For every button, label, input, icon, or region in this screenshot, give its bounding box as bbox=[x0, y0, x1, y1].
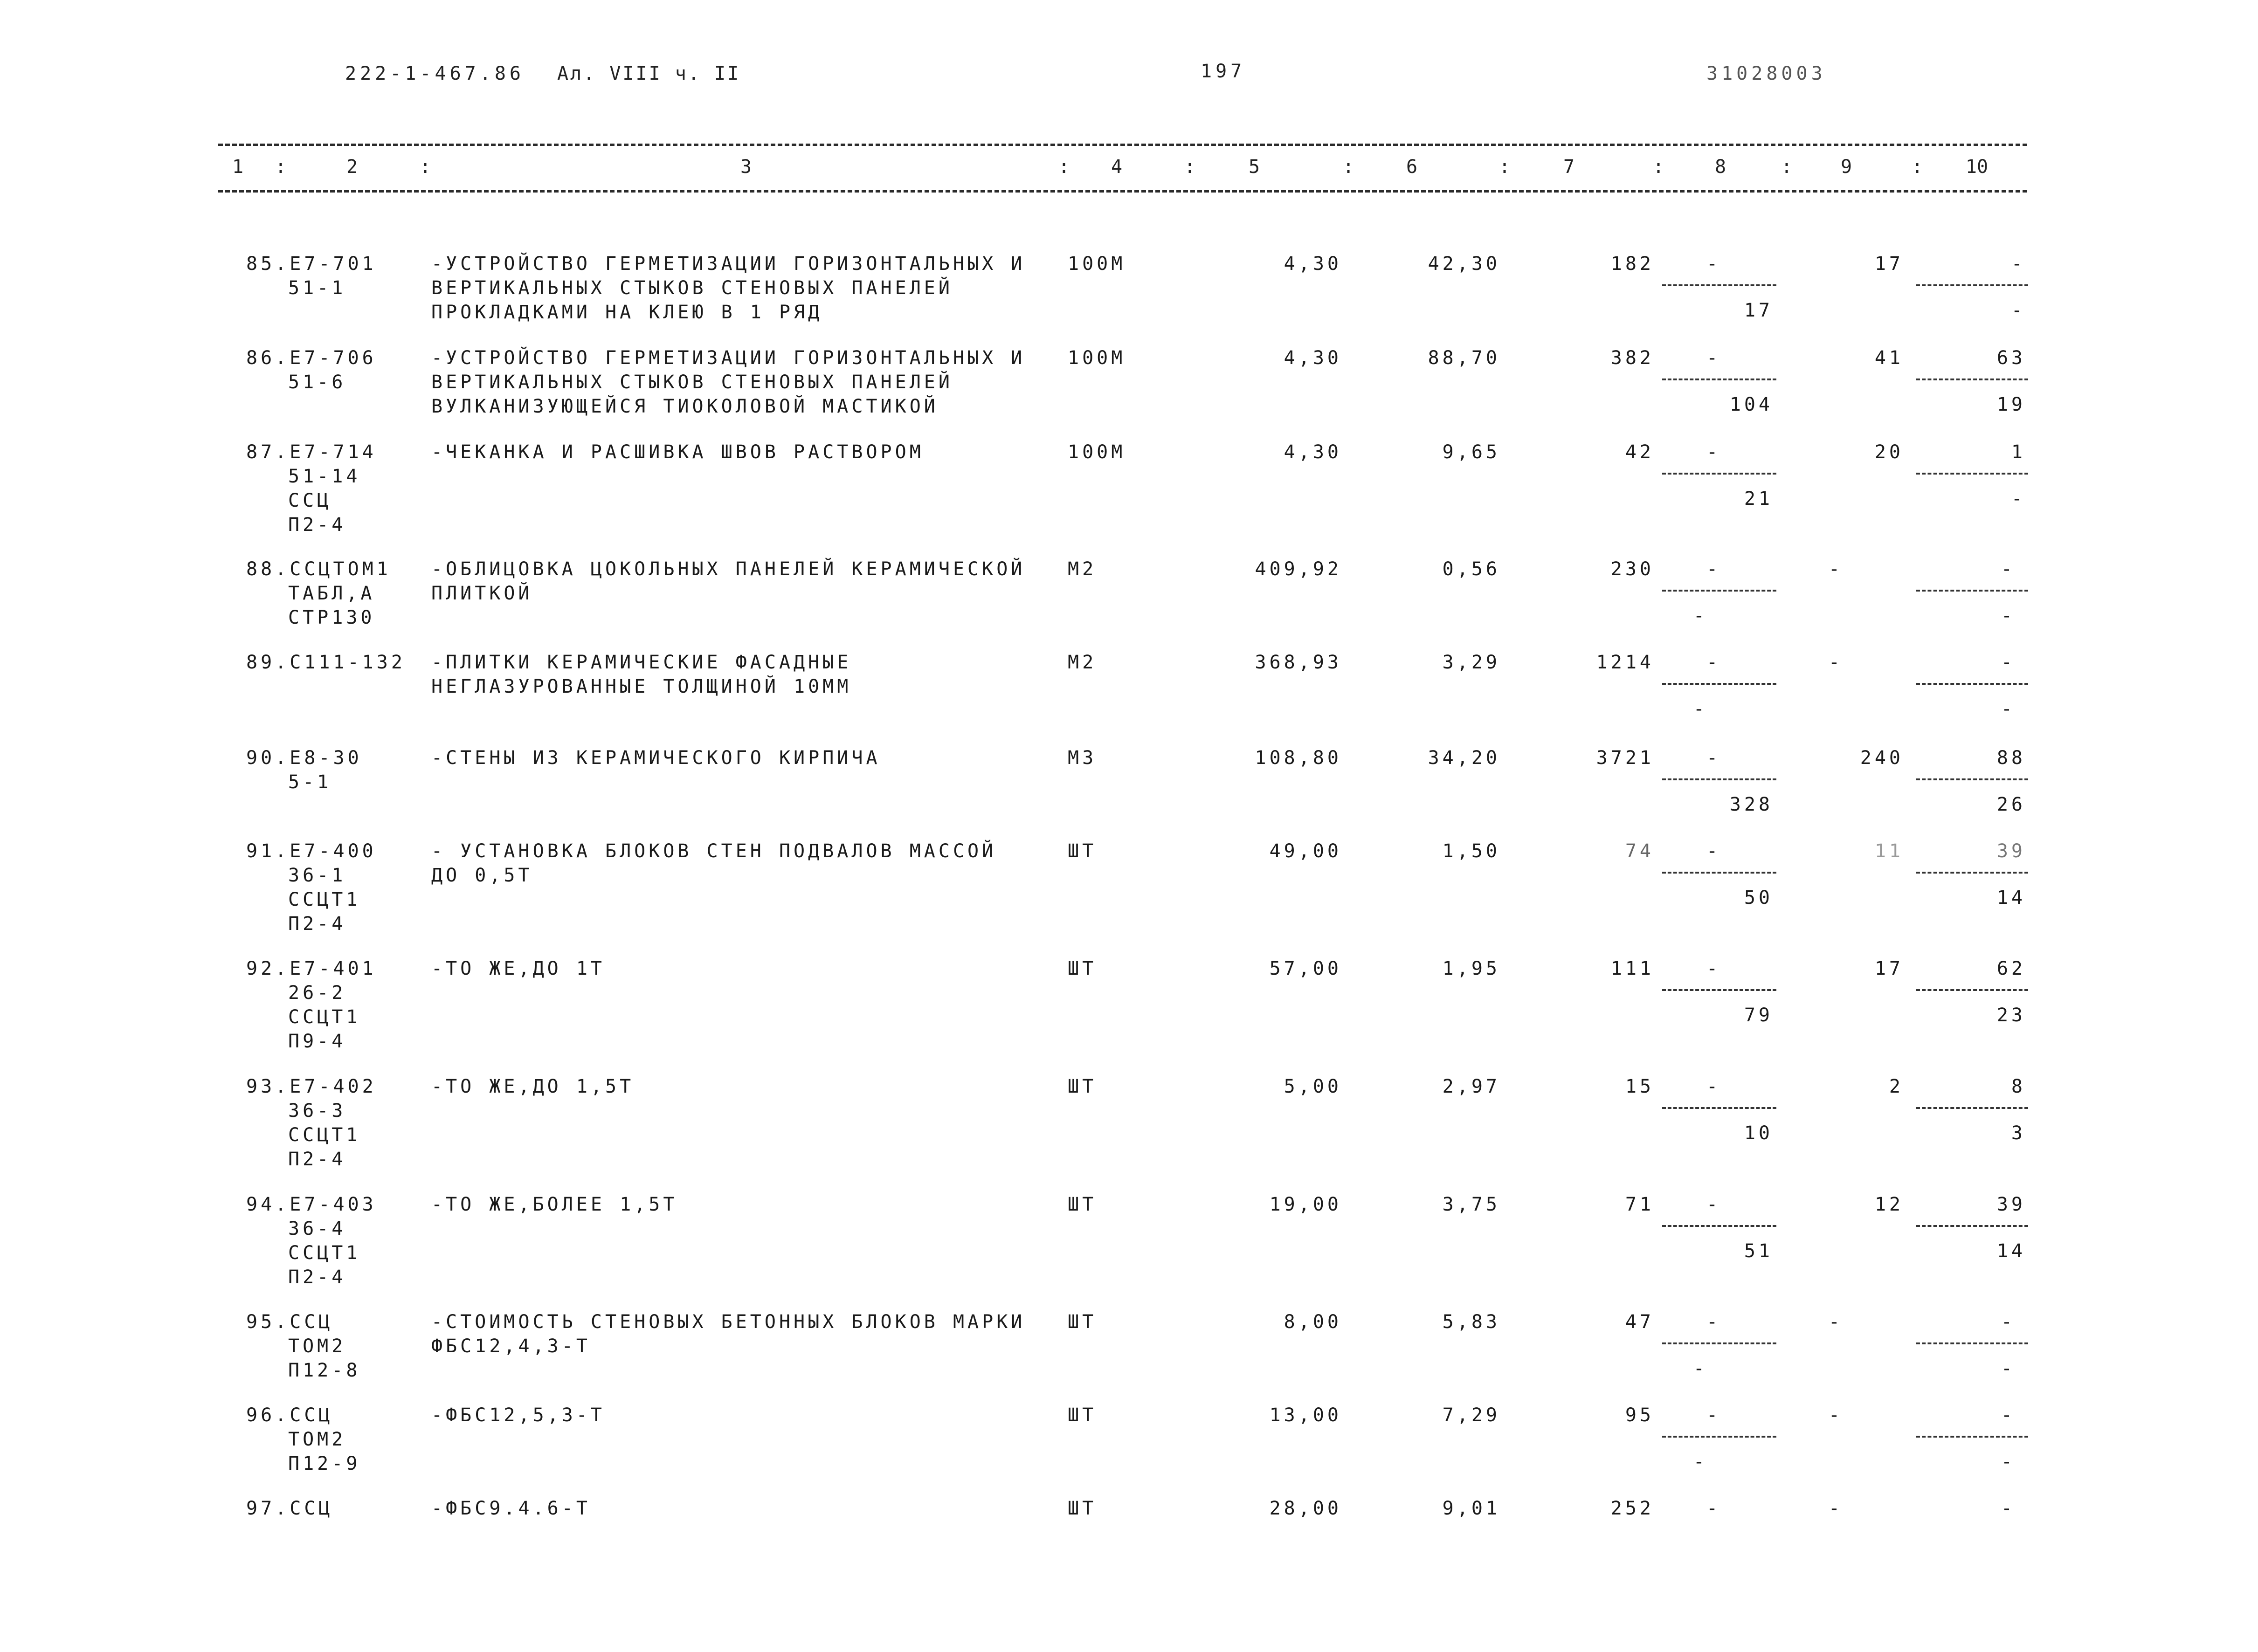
row-col8-bottom: - bbox=[1693, 1451, 1708, 1473]
fraction-rule bbox=[1916, 1225, 2028, 1227]
row-quantity: 4,30 bbox=[1284, 347, 1342, 369]
col-separator: : bbox=[1653, 156, 1664, 178]
row-unit-price: 88,70 bbox=[1428, 347, 1500, 369]
col-separator: : bbox=[1184, 156, 1196, 178]
row-total: 71 bbox=[1625, 1194, 1654, 1215]
row-col8-bottom: 17 bbox=[1744, 300, 1773, 321]
row-unit: ШТ bbox=[1068, 840, 1097, 862]
row-code: 86.Е7-706 51-6 bbox=[246, 347, 377, 393]
fraction-rule bbox=[1916, 1436, 2028, 1438]
row-col8-top: - bbox=[1706, 441, 1721, 463]
row-col10-bottom: - bbox=[2001, 1451, 2016, 1473]
row-unit-price: 42,30 bbox=[1428, 253, 1500, 275]
row-unit-price: 0,56 bbox=[1442, 558, 1500, 580]
row-col10-bottom: 26 bbox=[1996, 794, 2026, 815]
row-col9: 17 bbox=[1874, 958, 1904, 979]
fraction-rule bbox=[1916, 1342, 2028, 1344]
row-col8-bottom: - bbox=[1693, 1358, 1708, 1379]
row-col10-top: 88 bbox=[1996, 747, 2026, 769]
row-col8-top: - bbox=[1706, 840, 1721, 862]
fraction-rule bbox=[1916, 379, 2028, 380]
row-col10-top: 63 bbox=[1996, 347, 2026, 369]
row-unit-price: 9,01 bbox=[1442, 1498, 1500, 1519]
fraction-rule bbox=[1662, 989, 1776, 991]
row-unit: 100М bbox=[1068, 347, 1126, 369]
col-header: 6 bbox=[1406, 156, 1418, 178]
row-description: -СТОИМОСТЬ СТЕНОВЫХ БЕТОННЫХ БЛОКОВ МАРКИ ФБС12,4,3-Т bbox=[431, 1311, 1026, 1357]
fraction-rule bbox=[1662, 1107, 1776, 1109]
row-col10-top: - bbox=[2001, 1311, 2016, 1333]
row-col10-top: - bbox=[2011, 253, 2026, 275]
row-col9: - bbox=[1828, 1404, 1843, 1426]
row-total: 74 bbox=[1625, 840, 1654, 862]
row-col10-top: 1 bbox=[2011, 441, 2026, 463]
row-col8-bottom: - bbox=[1693, 605, 1708, 626]
row-code: 91.Е7-400 36-1 ССЦТ1 П2-4 bbox=[246, 840, 377, 935]
row-description: -ФБС9.4.6-Т bbox=[431, 1498, 591, 1519]
row-total: 182 bbox=[1610, 253, 1654, 275]
fraction-rule bbox=[1662, 1225, 1776, 1227]
row-col10-bottom: 19 bbox=[1996, 394, 2026, 415]
col-header: 8 bbox=[1714, 156, 1726, 178]
row-description: -ПЛИТКИ КЕРАМИЧЕСКИЕ ФАСАДНЫЕ НЕГЛАЗУРОВАННЫЕ ТОЛЩИНОЙ 10ММ bbox=[431, 652, 852, 697]
row-col8-bottom: 50 bbox=[1744, 887, 1773, 909]
col-header: 5 bbox=[1248, 156, 1260, 178]
col-separator: : bbox=[1499, 156, 1511, 178]
row-col9: - bbox=[1828, 652, 1843, 673]
row-col10-bottom: - bbox=[2011, 300, 2026, 321]
row-unit-price: 34,20 bbox=[1428, 747, 1500, 769]
row-col8-top: - bbox=[1706, 1076, 1721, 1097]
row-unit: ШТ bbox=[1068, 1194, 1097, 1215]
row-unit: 100М bbox=[1068, 253, 1126, 275]
row-unit: ШТ bbox=[1068, 1404, 1097, 1426]
row-code: 94.Е7-403 36-4 ССЦТ1 П2-4 bbox=[246, 1194, 377, 1288]
fraction-rule bbox=[1662, 1436, 1776, 1438]
row-col8-top: - bbox=[1706, 558, 1721, 580]
fraction-rule bbox=[1662, 778, 1776, 780]
row-col9: 240 bbox=[1860, 747, 1904, 769]
row-col10-bottom: - bbox=[2001, 698, 2016, 720]
doc-id: 31028003 bbox=[1706, 63, 1826, 84]
row-col10-top: 39 bbox=[1996, 1194, 2026, 1215]
row-description: -ОБЛИЦОВКА ЦОКОЛЬНЫХ ПАНЕЛЕЙ КЕРАМИЧЕСКОЙ ПЛИТКОЙ bbox=[431, 558, 1026, 604]
row-col8-top: - bbox=[1706, 747, 1721, 769]
fraction-rule bbox=[1662, 590, 1776, 592]
row-quantity: 409,92 bbox=[1255, 558, 1342, 580]
row-col10-top: - bbox=[2001, 652, 2016, 673]
row-col10-bottom: 23 bbox=[1996, 1005, 2026, 1026]
row-col10-top: - bbox=[2001, 1498, 2016, 1519]
row-col10-top: 8 bbox=[2011, 1076, 2026, 1097]
fraction-rule bbox=[1916, 683, 2028, 685]
row-code: 85.Е7-701 51-1 bbox=[246, 253, 377, 299]
row-quantity: 28,00 bbox=[1269, 1498, 1342, 1519]
doc-code: 222-1-467.86 bbox=[345, 63, 525, 84]
row-col8-top: - bbox=[1706, 652, 1721, 673]
row-col10-bottom: - bbox=[2001, 1358, 2016, 1379]
row-col8-top: - bbox=[1706, 1311, 1721, 1333]
fraction-rule bbox=[1662, 1342, 1776, 1344]
fraction-rule bbox=[1662, 473, 1776, 475]
row-code: 92.Е7-401 26-2 ССЦТ1 П9-4 bbox=[246, 958, 377, 1052]
row-col9: 11 bbox=[1874, 840, 1904, 862]
fraction-rule bbox=[1916, 989, 2028, 991]
row-unit-price: 1,50 bbox=[1442, 840, 1500, 862]
row-code: 93.Е7-402 36-3 ССЦТ1 П2-4 bbox=[246, 1076, 377, 1170]
row-quantity: 4,30 bbox=[1284, 441, 1342, 463]
row-col10-top: 62 bbox=[1996, 958, 2026, 979]
row-total: 1214 bbox=[1596, 652, 1654, 673]
col-header: 3 bbox=[740, 156, 752, 178]
row-total: 252 bbox=[1610, 1498, 1654, 1519]
row-total: 47 bbox=[1625, 1311, 1654, 1333]
table-top-rule bbox=[218, 144, 2027, 146]
row-quantity: 49,00 bbox=[1269, 840, 1342, 862]
row-col8-top: - bbox=[1706, 1404, 1721, 1426]
row-col10-bottom: - bbox=[2011, 488, 2026, 509]
col-header: 7 bbox=[1563, 156, 1575, 178]
row-quantity: 4,30 bbox=[1284, 253, 1342, 275]
col-header: 10 bbox=[1965, 156, 1989, 178]
row-total: 230 bbox=[1610, 558, 1654, 580]
row-description: - УСТАНОВКА БЛОКОВ СТЕН ПОДВАЛОВ МАССОЙ ДО 0,5Т bbox=[431, 840, 997, 886]
row-quantity: 108,80 bbox=[1255, 747, 1342, 769]
fraction-rule bbox=[1662, 379, 1776, 380]
fraction-rule bbox=[1662, 284, 1776, 286]
page-number: 197 bbox=[1201, 61, 1246, 82]
row-col8-top: - bbox=[1706, 958, 1721, 979]
row-description: -УСТРОЙСТВО ГЕРМЕТИЗАЦИИ ГОРИЗОНТАЛЬНЫХ И ВЕРТИКАЛЬНЫХ СТЫКОВ СТЕНОВЫХ ПАНЕЛЕЙ ВУЛКАНИЗУЮЩЕЙСЯ ТИОКОЛОВОЙ МАСТИКОЙ bbox=[431, 347, 1026, 417]
row-total: 382 bbox=[1610, 347, 1654, 369]
fraction-rule bbox=[1916, 473, 2028, 475]
row-code: 95.ССЦ ТОМ2 П12-8 bbox=[246, 1311, 361, 1381]
row-total: 42 bbox=[1625, 441, 1654, 463]
row-col8-top: - bbox=[1706, 1194, 1721, 1215]
table-head-rule bbox=[218, 190, 2027, 193]
row-col8-top: - bbox=[1706, 1498, 1721, 1519]
col-header: 2 bbox=[346, 156, 358, 178]
row-col10-top: - bbox=[2001, 1404, 2016, 1426]
row-unit: М2 bbox=[1068, 558, 1097, 580]
row-unit-price: 3,29 bbox=[1442, 652, 1500, 673]
col-separator: : bbox=[1343, 156, 1354, 178]
row-col10-bottom: 14 bbox=[1996, 1240, 2026, 1262]
row-col9: 2 bbox=[1889, 1076, 1904, 1097]
row-unit-price: 9,65 bbox=[1442, 441, 1500, 463]
row-description: -ТО ЖЕ,БОЛЕЕ 1,5Т bbox=[431, 1194, 678, 1215]
row-col9: 41 bbox=[1874, 347, 1904, 369]
row-description: -СТЕНЫ ИЗ КЕРАМИЧЕСКОГО КИРПИЧА bbox=[431, 747, 881, 769]
row-col10-bottom: 14 bbox=[1996, 887, 2026, 909]
fraction-rule bbox=[1916, 778, 2028, 780]
row-unit-price: 2,97 bbox=[1442, 1076, 1500, 1097]
row-code: 88.ССЦТОМ1 ТАБЛ,А СТР130 bbox=[246, 558, 391, 628]
row-col10-bottom: 3 bbox=[2011, 1122, 2026, 1144]
row-description: -ТО ЖЕ,ДО 1,5Т bbox=[431, 1076, 635, 1097]
fraction-rule bbox=[1662, 872, 1776, 874]
row-total: 111 bbox=[1610, 958, 1654, 979]
row-col10-top: - bbox=[2001, 558, 2016, 580]
col-header: 4 bbox=[1111, 156, 1123, 178]
row-description: -ТО ЖЕ,ДО 1Т bbox=[431, 958, 605, 979]
col-header: 9 bbox=[1840, 156, 1852, 178]
row-total: 3721 bbox=[1596, 747, 1654, 769]
row-description: -УСТРОЙСТВО ГЕРМЕТИЗАЦИИ ГОРИЗОНТАЛЬНЫХ И ВЕРТИКАЛЬНЫХ СТЫКОВ СТЕНОВЫХ ПАНЕЛЕЙ ПРОКЛАДКАМИ НА КЛЕЮ В 1 РЯД bbox=[431, 253, 1026, 323]
row-col9: - bbox=[1828, 1311, 1843, 1333]
row-unit: ШТ bbox=[1068, 958, 1097, 979]
row-total: 95 bbox=[1625, 1404, 1654, 1426]
row-col9: 17 bbox=[1874, 253, 1904, 275]
row-quantity: 8,00 bbox=[1284, 1311, 1342, 1333]
col-header: 1 bbox=[232, 156, 244, 178]
row-col8-bottom: 51 bbox=[1744, 1240, 1773, 1262]
col-separator: : bbox=[1058, 156, 1070, 178]
row-unit-price: 5,83 bbox=[1442, 1311, 1500, 1333]
row-quantity: 5,00 bbox=[1284, 1076, 1342, 1097]
row-col10-bottom: - bbox=[2001, 605, 2016, 626]
row-col9: - bbox=[1828, 1498, 1843, 1519]
row-col9: 20 bbox=[1874, 441, 1904, 463]
fraction-rule bbox=[1916, 590, 2028, 592]
row-unit-price: 1,95 bbox=[1442, 958, 1500, 979]
row-code: 90.Е8-30 5-1 bbox=[246, 747, 362, 793]
album-ref: Ал. VIII ч. II bbox=[557, 63, 741, 84]
row-unit: ШТ bbox=[1068, 1076, 1097, 1097]
row-col10-top: 39 bbox=[1996, 840, 2026, 862]
row-code: 87.Е7-714 51-14 ССЦ П2-4 bbox=[246, 441, 377, 536]
row-description: -ЧЕКАНКА И РАСШИВКА ШВОВ РАСТВОРОМ bbox=[431, 441, 924, 463]
col-separator: : bbox=[275, 156, 287, 178]
row-col8-bottom: 104 bbox=[1729, 394, 1773, 415]
row-unit: М3 bbox=[1068, 747, 1097, 769]
row-col9: - bbox=[1828, 558, 1843, 580]
row-col8-bottom: 328 bbox=[1729, 794, 1773, 815]
row-unit: 100М bbox=[1068, 441, 1126, 463]
row-code: 97.ССЦ bbox=[246, 1498, 333, 1519]
row-total: 15 bbox=[1625, 1076, 1654, 1097]
row-quantity: 19,00 bbox=[1269, 1194, 1342, 1215]
row-code: 89.С111-132 bbox=[246, 652, 406, 673]
row-col9: 12 bbox=[1874, 1194, 1904, 1215]
row-code: 96.ССЦ ТОМ2 П12-9 bbox=[246, 1404, 361, 1474]
row-unit: ШТ bbox=[1068, 1498, 1097, 1519]
fraction-rule bbox=[1916, 1107, 2028, 1109]
row-col8-top: - bbox=[1706, 253, 1721, 275]
row-col8-top: - bbox=[1706, 347, 1721, 369]
row-unit-price: 7,29 bbox=[1442, 1404, 1500, 1426]
row-col8-bottom: 21 bbox=[1744, 488, 1773, 509]
row-unit: ШТ bbox=[1068, 1311, 1097, 1333]
row-quantity: 13,00 bbox=[1269, 1404, 1342, 1426]
row-col8-bottom: 79 bbox=[1744, 1005, 1773, 1026]
col-separator: : bbox=[1781, 156, 1793, 178]
fraction-rule bbox=[1662, 683, 1776, 685]
fraction-rule bbox=[1916, 284, 2028, 286]
col-separator: : bbox=[1912, 156, 1923, 178]
row-quantity: 368,93 bbox=[1255, 652, 1342, 673]
col-separator: : bbox=[420, 156, 431, 178]
row-description: -ФБС12,5,3-Т bbox=[431, 1404, 605, 1426]
row-unit: М2 bbox=[1068, 652, 1097, 673]
fraction-rule bbox=[1916, 872, 2028, 874]
row-unit-price: 3,75 bbox=[1442, 1194, 1500, 1215]
row-col8-bottom: 10 bbox=[1744, 1122, 1773, 1144]
row-quantity: 57,00 bbox=[1269, 958, 1342, 979]
row-col8-bottom: - bbox=[1693, 698, 1708, 720]
